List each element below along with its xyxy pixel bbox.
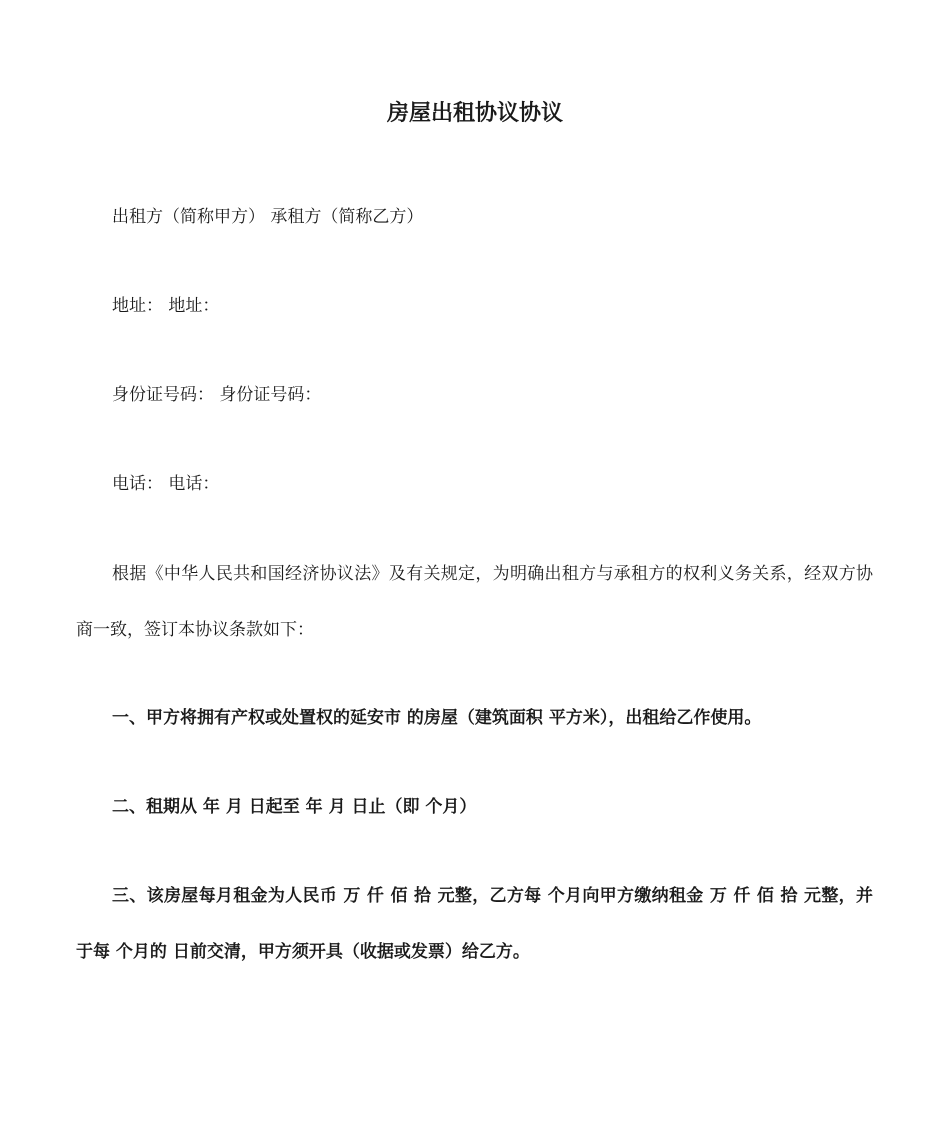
document-title: 房屋出租协议协议 bbox=[386, 101, 563, 126]
phone-line: 电话： 电话： bbox=[112, 474, 220, 494]
clause-2: 二、租期从 年 月 日起至 年 月 日止（即 个月） bbox=[112, 797, 477, 817]
address-line: 地址： 地址： bbox=[112, 296, 220, 316]
parties-line: 出租方（简称甲方） 承租方（简称乙方） bbox=[112, 207, 424, 227]
intro-paragraph: 根据《中华人民共和国经济协议法》及有关规定，为明确出租方与承租方的权利义务关系，经双方协商一致，签订本协议条款如下： bbox=[76, 564, 873, 640]
clause-3: 三、该房屋每月租金为人民币 万 仟 佰 拾 元整，乙方每 个月向甲方缴纳租金 万 仟 佰 拾 元整，并于每 个月的 日前交清，甲方须开具（收据或发票）给乙方。 bbox=[76, 886, 873, 962]
id-number-line: 身份证号码： 身份证号码： bbox=[112, 385, 322, 405]
clause-1: 一、甲方将拥有产权或处置权的延安市 的房屋（建筑面积 平方米），出租给乙作使用。 bbox=[112, 708, 762, 728]
